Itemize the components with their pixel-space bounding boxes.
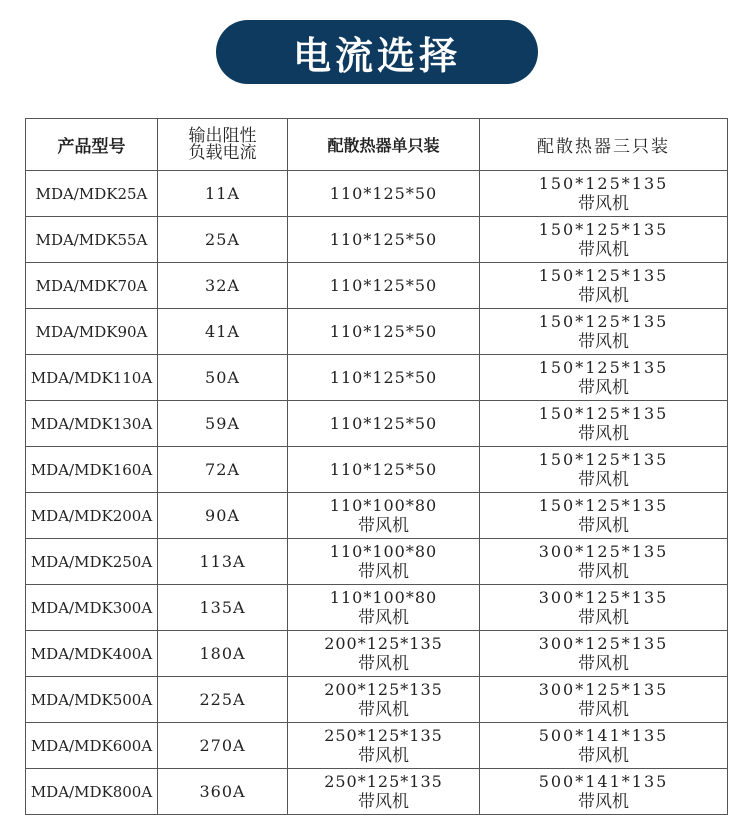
- current-cell: [158, 263, 288, 309]
- single-fan-text: 带风机: [358, 699, 409, 720]
- triple-fan-text: 带风机: [578, 423, 629, 444]
- model-text: MDA/MDK130A: [30, 414, 153, 433]
- single-heatsink-cell: [288, 677, 480, 723]
- current-text: 90A: [205, 505, 240, 525]
- current-text: 25A: [205, 229, 240, 249]
- triple-fan-text: 带风机: [578, 193, 629, 214]
- model-text: MDA/MDK25A: [35, 184, 148, 203]
- triple-dim-text: 500*141*135: [538, 771, 669, 791]
- triple-fan-text: 带风机: [578, 469, 629, 490]
- current-cell: [158, 355, 288, 401]
- single-fan-text: 带风机: [358, 607, 409, 628]
- triple-fan-text: 带风机: [578, 607, 629, 628]
- triple-fan-text: 带风机: [578, 239, 629, 260]
- header-row: [26, 119, 728, 171]
- current-cell: [158, 217, 288, 263]
- single-dim-text: 200*125*135: [324, 633, 443, 653]
- model-cell: [26, 263, 158, 309]
- model-cell: [26, 769, 158, 815]
- current-cell: [158, 493, 288, 539]
- table-row: [26, 677, 728, 723]
- current-text: 360A: [199, 781, 246, 801]
- current-cell: [158, 447, 288, 493]
- triple-dim-text: 150*125*135: [538, 173, 669, 193]
- current-text: 180A: [199, 643, 246, 663]
- current-cell: [158, 677, 288, 723]
- header-current: [158, 119, 288, 171]
- model-cell: [26, 539, 158, 585]
- single-heatsink-cell: [288, 769, 480, 815]
- single-heatsink-cell: [288, 723, 480, 769]
- header-triple-heatsink: 配散热器三只装: [480, 119, 728, 171]
- triple-fan-text: 带风机: [578, 745, 629, 766]
- model-text: MDA/MDK90A: [35, 322, 148, 341]
- current-cell: [158, 171, 288, 217]
- table-row: [26, 493, 728, 539]
- single-heatsink-cell: [288, 631, 480, 677]
- table-row: [26, 447, 728, 493]
- single-dim-text: 110*125*50: [329, 321, 438, 341]
- triple-dim-text: 300*125*135: [538, 633, 669, 653]
- current-cell: [158, 309, 288, 355]
- triple-heatsink-cell: [480, 447, 728, 493]
- triple-heatsink-cell: [480, 217, 728, 263]
- triple-heatsink-cell: [480, 493, 728, 539]
- single-heatsink-cell: [288, 585, 480, 631]
- single-dim-text: 200*125*135: [324, 679, 443, 699]
- current-text: 72A: [205, 459, 240, 479]
- single-heatsink-cell: [288, 263, 480, 309]
- triple-dim-text: 150*125*135: [538, 357, 669, 377]
- model-text: MDA/MDK70A: [35, 276, 148, 295]
- triple-heatsink-cell: [480, 171, 728, 217]
- single-fan-text: 带风机: [358, 515, 409, 536]
- table-row: [26, 401, 728, 447]
- current-text: 32A: [205, 275, 240, 295]
- triple-heatsink-cell: [480, 263, 728, 309]
- model-text: MDA/MDK55A: [35, 230, 148, 249]
- model-cell: [26, 723, 158, 769]
- current-text: 270A: [199, 735, 246, 755]
- model-cell: [26, 447, 158, 493]
- triple-dim-text: 300*125*135: [538, 587, 669, 607]
- current-text: 59A: [205, 413, 240, 433]
- triple-heatsink-cell: [480, 723, 728, 769]
- triple-dim-text: 500*141*135: [538, 725, 669, 745]
- single-heatsink-cell: [288, 447, 480, 493]
- header-model: 产品型号: [26, 119, 158, 171]
- table-header: [26, 119, 728, 171]
- model-cell: [26, 677, 158, 723]
- model-text: MDA/MDK110A: [30, 368, 153, 387]
- triple-dim-text: 150*125*135: [538, 219, 669, 239]
- single-dim-text: 110*125*50: [329, 183, 438, 203]
- triple-fan-text: 带风机: [578, 515, 629, 536]
- current-cell: [158, 631, 288, 677]
- table-row: [26, 171, 728, 217]
- current-cell: [158, 585, 288, 631]
- triple-heatsink-cell: [480, 309, 728, 355]
- current-text: 113A: [199, 551, 246, 571]
- table-row: [26, 585, 728, 631]
- model-text: MDA/MDK160A: [30, 460, 153, 479]
- triple-fan-text: 带风机: [578, 791, 629, 812]
- model-cell: [26, 631, 158, 677]
- model-cell: [26, 401, 158, 447]
- model-cell: [26, 355, 158, 401]
- table-row: [26, 309, 728, 355]
- triple-heatsink-cell: [480, 401, 728, 447]
- triple-fan-text: 带风机: [578, 285, 629, 306]
- header-single-heatsink: 配散热器单只装: [288, 119, 480, 171]
- table-row: [26, 723, 728, 769]
- single-fan-text: 带风机: [358, 561, 409, 582]
- single-dim-text: 110*125*50: [329, 275, 438, 295]
- triple-fan-text: 带风机: [578, 653, 629, 674]
- single-dim-text: 250*125*135: [324, 771, 443, 791]
- triple-dim-text: 150*125*135: [538, 311, 669, 331]
- triple-heatsink-cell: [480, 631, 728, 677]
- current-cell: [158, 539, 288, 585]
- triple-dim-text: 150*125*135: [538, 495, 669, 515]
- single-fan-text: 带风机: [358, 791, 409, 812]
- model-cell: [26, 171, 158, 217]
- current-cell: [158, 723, 288, 769]
- triple-heatsink-cell: [480, 539, 728, 585]
- triple-heatsink-cell: [480, 769, 728, 815]
- single-fan-text: 带风机: [358, 745, 409, 766]
- single-heatsink-cell: [288, 171, 480, 217]
- model-text: MDA/MDK400A: [30, 644, 153, 663]
- model-text: MDA/MDK600A: [30, 736, 153, 755]
- table-body: [26, 171, 728, 815]
- single-dim-text: 110*100*80: [329, 541, 438, 561]
- model-cell: [26, 309, 158, 355]
- triple-dim-text: 150*125*135: [538, 449, 669, 469]
- triple-fan-text: 带风机: [578, 377, 629, 398]
- single-dim-text: 110*125*50: [329, 229, 438, 249]
- triple-dim-text: 300*125*135: [538, 541, 669, 561]
- triple-dim-text: 150*125*135: [538, 265, 669, 285]
- table-row: [26, 769, 728, 815]
- header-current-line1: 输出阻性: [188, 125, 257, 146]
- table-row: [26, 355, 728, 401]
- single-dim-text: 110*125*50: [329, 367, 438, 387]
- single-heatsink-cell: [288, 401, 480, 447]
- triple-dim-text: 300*125*135: [538, 679, 669, 699]
- model-text: MDA/MDK250A: [30, 552, 153, 571]
- triple-heatsink-cell: [480, 677, 728, 723]
- table-row: [26, 631, 728, 677]
- table-row: [26, 263, 728, 309]
- triple-fan-text: 带风机: [578, 561, 629, 582]
- table-row: [26, 217, 728, 263]
- current-text: 50A: [205, 367, 240, 387]
- single-dim-text: 110*100*80: [329, 495, 438, 515]
- current-text: 135A: [199, 597, 246, 617]
- single-fan-text: 带风机: [358, 653, 409, 674]
- model-text: MDA/MDK500A: [30, 690, 153, 709]
- triple-dim-text: 150*125*135: [538, 403, 669, 423]
- model-cell: [26, 217, 158, 263]
- single-heatsink-cell: [288, 493, 480, 539]
- triple-fan-text: 带风机: [578, 699, 629, 720]
- single-dim-text: 110*125*50: [329, 413, 438, 433]
- single-dim-text: 250*125*135: [324, 725, 443, 745]
- current-cell: [158, 401, 288, 447]
- single-dim-text: 110*125*50: [329, 459, 438, 479]
- single-heatsink-cell: [288, 309, 480, 355]
- triple-heatsink-cell: [480, 585, 728, 631]
- model-text: MDA/MDK300A: [30, 598, 153, 617]
- single-dim-text: 110*100*80: [329, 587, 438, 607]
- model-text: MDA/MDK200A: [30, 506, 153, 525]
- model-text: MDA/MDK800A: [30, 782, 153, 801]
- triple-fan-text: 带风机: [578, 331, 629, 352]
- single-heatsink-cell: [288, 217, 480, 263]
- current-selection-table: [25, 118, 728, 815]
- single-heatsink-cell: [288, 355, 480, 401]
- current-text: 11A: [205, 183, 240, 203]
- header-current-line2: 负载电流: [188, 142, 257, 163]
- current-text: 41A: [205, 321, 240, 341]
- model-cell: [26, 585, 158, 631]
- table-row: [26, 539, 728, 585]
- current-cell: [158, 769, 288, 815]
- single-heatsink-cell: [288, 539, 480, 585]
- current-text: 225A: [199, 689, 246, 709]
- page-title: 电流选择: [216, 20, 538, 84]
- model-cell: [26, 493, 158, 539]
- triple-heatsink-cell: [480, 355, 728, 401]
